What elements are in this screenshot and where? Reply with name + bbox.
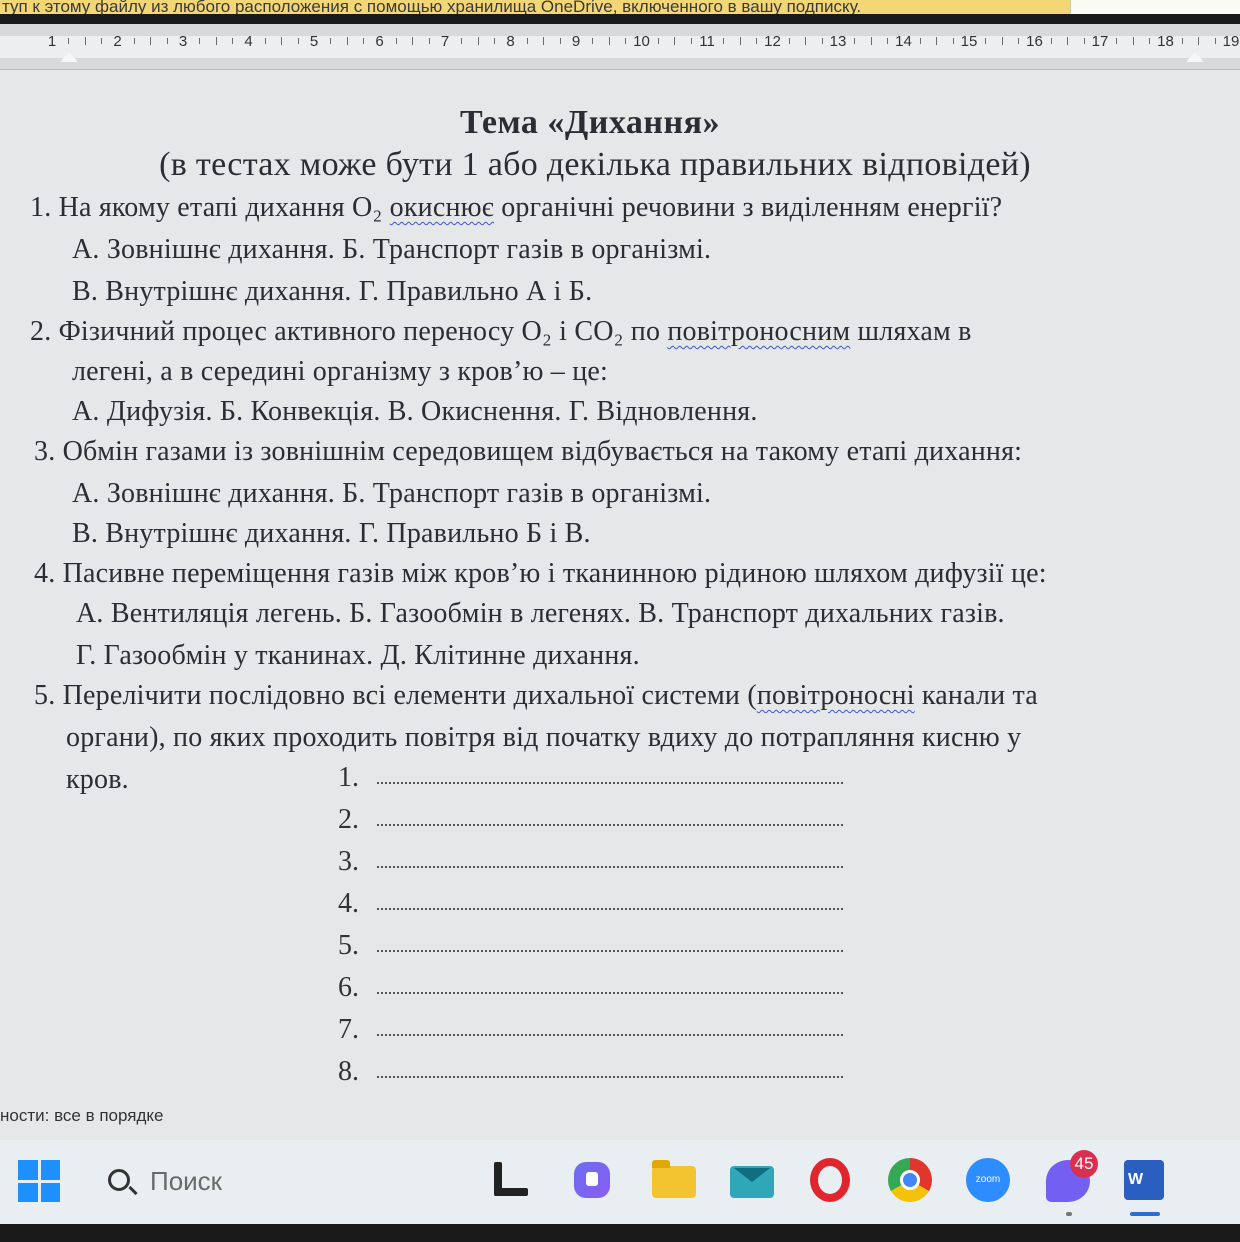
ruler-tick <box>232 38 233 44</box>
question-3-answers-2: В. Внутрішнє дихання. Г. Правильно Б і В. <box>72 518 591 549</box>
ruler-tick <box>85 37 86 45</box>
ruler-tick <box>936 37 937 45</box>
notice-action-button[interactable] <box>1070 0 1240 14</box>
document-subtitle: (в тестах може бути 1 або декілька правильних відповідей) <box>159 146 1031 183</box>
ruler-number: 17 <box>1091 33 1109 50</box>
answer-blank[interactable] <box>338 804 843 836</box>
question-2-answers: А. Дифузія. Б. Конвекція. В. Окиснення. Г. Відновлення. <box>72 396 758 427</box>
ruler-tick <box>723 38 724 44</box>
blank-number: 6. <box>338 972 359 1003</box>
dotted-line <box>377 866 843 868</box>
blank-number: 4. <box>338 888 359 919</box>
ruler-tick <box>150 37 151 45</box>
ruler-number: 19 <box>1222 33 1240 50</box>
ruler-tick <box>134 38 135 44</box>
ruler-number: 11 <box>699 33 715 50</box>
ruler-tick <box>461 38 462 44</box>
blank-number: 7. <box>338 1014 359 1045</box>
file-explorer-icon[interactable] <box>652 1158 696 1202</box>
ruler-tick <box>429 38 430 44</box>
ruler-tick <box>1215 38 1216 44</box>
ruler-number: 12 <box>764 33 781 50</box>
dotted-line <box>377 782 843 784</box>
ruler-tick <box>167 38 168 44</box>
question-4-answers-1: А. Вентиляція легень. Б. Газообмін в легенях. В. Транспорт дихальних газів. <box>76 598 1005 629</box>
ruler-number: 18 <box>1157 33 1174 50</box>
question-1-text-start: 1. На якому етапі дихання O₂ <box>30 192 390 223</box>
ruler-tick <box>1149 38 1150 44</box>
ruler-number: 10 <box>633 33 650 50</box>
ruler-tick <box>412 37 413 45</box>
word-app-icon[interactable] <box>1122 1158 1166 1202</box>
ruler-tick <box>298 38 299 44</box>
ruler-tick <box>1198 37 1199 45</box>
question-2-text-start: 2. Фізичний процес активного переносу O₂ і CO₂ по <box>30 316 668 347</box>
ruler-tick <box>887 38 888 44</box>
windows-taskbar <box>0 1140 1240 1224</box>
task-view-icon[interactable] <box>490 1158 534 1202</box>
question-1-answers-1: А. Зовнішнє дихання. Б. Транспорт газів в організмі. <box>72 234 712 265</box>
ruler-tick <box>592 38 593 44</box>
ruler-tick <box>199 38 200 44</box>
ruler-tick <box>1133 37 1134 45</box>
ruler-number: 3 <box>178 33 188 50</box>
blank-number: 1. <box>338 762 359 793</box>
ruler-tick <box>527 38 528 44</box>
question-4: 4. Пасивне переміщення газів між кров’ю і тканинною рідиною шляхом дифузії це: <box>34 558 1047 589</box>
ruler-tick <box>1051 38 1052 44</box>
ruler-number: 1 <box>47 33 57 50</box>
ruler-tick <box>330 38 331 44</box>
spellcheck-word[interactable]: повітроносні <box>756 680 915 711</box>
dotted-line <box>377 950 843 952</box>
search-placeholder: Поиск <box>150 1166 223 1196</box>
question-5-text-end: канали та <box>914 680 1038 711</box>
question-5-text-start: 5. Перелічити послідовно всі елементи дихальної системи ( <box>34 680 757 711</box>
spellcheck-word[interactable]: повітроносним <box>667 316 851 347</box>
answer-blank[interactable] <box>338 1056 843 1088</box>
dotted-line <box>377 1076 843 1078</box>
windows-start-icon[interactable] <box>18 1160 60 1202</box>
ruler-tick <box>1084 38 1085 44</box>
ruler-tick <box>101 38 102 44</box>
ruler-tick <box>281 37 282 45</box>
ruler-tick <box>1002 37 1003 45</box>
ruler-tick <box>609 37 610 45</box>
ruler-tick <box>560 38 561 44</box>
ruler-tick <box>756 38 757 44</box>
ruler-tick <box>1116 38 1117 44</box>
ruler-number: 9 <box>571 33 581 50</box>
running-indicator <box>1066 1212 1072 1216</box>
ruler-number: 8 <box>506 33 515 50</box>
document-title: Тема «Дихання» <box>459 104 720 141</box>
ruler-tick <box>953 38 954 44</box>
mail-app-icon[interactable] <box>730 1158 774 1202</box>
ruler-tick <box>805 37 806 45</box>
dotted-line <box>377 992 843 994</box>
ruler-number: 5 <box>309 33 319 50</box>
word-status-bar <box>0 1106 1240 1134</box>
ruler-tick <box>494 38 495 44</box>
ruler-tick <box>265 38 266 44</box>
blank-number: 2. <box>338 804 359 835</box>
question-1-answers-2: В. Внутрішнє дихання. Г. Правильно А і Б. <box>72 276 593 307</box>
answer-blank[interactable] <box>338 972 843 1004</box>
question-3: 3. Обмін газами із зовнішнім середовищем відбувається на такому етапі дихання: <box>34 436 1023 467</box>
ruler-number: 6 <box>375 33 384 50</box>
chrome-browser-icon[interactable] <box>888 1158 932 1202</box>
ruler-tick <box>674 37 675 45</box>
question-3-answers-1: А. Зовнішнє дихання. Б. Транспорт газів в організмі. <box>72 478 712 509</box>
ruler-tick <box>543 37 544 45</box>
ruler-number: 16 <box>1026 33 1043 50</box>
search-icon <box>108 1169 130 1191</box>
ruler-number: 14 <box>895 33 912 50</box>
blank-number: 3. <box>338 846 359 877</box>
onedrive-notice-text: туп к этому файлу из любого расположения с помощью хранилища OneDrive, включенного в вашу подписку. <box>2 0 862 14</box>
ruler-number: 4 <box>244 33 253 50</box>
answer-blank[interactable] <box>338 762 843 794</box>
question-4-answers-2: Г. Газообмін у тканинах. Д. Клітинне дихання. <box>76 640 640 671</box>
document-page[interactable] <box>0 70 1240 1140</box>
chat-app-icon[interactable] <box>570 1158 614 1202</box>
ruler-tick <box>740 37 741 45</box>
ruler-tick <box>478 37 479 45</box>
answer-blank[interactable] <box>338 930 843 962</box>
zoom-app-icon[interactable] <box>966 1158 1010 1202</box>
ruler-tick <box>216 37 217 45</box>
ruler-number: 15 <box>960 33 978 50</box>
question-2-line-2: легені, а в середині організму з кров’ю – це: <box>72 356 608 387</box>
ruler-tick <box>985 38 986 44</box>
question-5 <box>34 680 1038 712</box>
ruler-tick <box>822 38 823 44</box>
ruler-number: 2 <box>113 33 122 50</box>
question-1 <box>30 192 1002 224</box>
ruler-tick <box>1182 38 1183 44</box>
spellcheck-word[interactable]: окиснює <box>389 192 494 223</box>
question-2-text-end: шляхам в <box>850 316 972 347</box>
notification-badge: 45 <box>1070 1150 1098 1178</box>
ruler-tick <box>854 38 855 44</box>
active-app-indicator <box>1130 1212 1160 1216</box>
question-1-text-end: органічні речовини з виділенням енергії? <box>494 192 1003 223</box>
accessibility-status[interactable]: ности: все в порядке <box>0 1106 164 1125</box>
ruler-tick <box>625 38 626 44</box>
answer-blank[interactable] <box>338 846 843 878</box>
answer-blank[interactable] <box>338 1014 843 1046</box>
onedrive-notice-bar <box>0 0 1240 14</box>
ruler-tick <box>920 38 921 44</box>
blank-number: 8. <box>338 1056 359 1087</box>
taskbar-search[interactable] <box>100 1160 480 1202</box>
ruler-tick <box>871 37 872 45</box>
ruler-tick <box>396 38 397 44</box>
word-label: W <box>1124 1160 1164 1200</box>
ruler-tick <box>363 38 364 44</box>
dotted-line <box>377 824 843 826</box>
ruler-tick <box>658 38 659 44</box>
blank-number: 5. <box>338 930 359 961</box>
opera-browser-icon[interactable] <box>808 1158 852 1202</box>
question-5-line-2: органи), по яких проходить повітря від початку вдиху до потрапляння кисню у <box>66 722 1022 753</box>
horizontal-ruler[interactable] <box>0 24 1240 70</box>
ruler-tick <box>347 37 348 45</box>
ruler-number: 7 <box>440 33 450 50</box>
ruler-tick <box>1067 37 1068 45</box>
ruler-tick <box>691 38 692 44</box>
left-indent-marker[interactable] <box>60 52 78 62</box>
dotted-line <box>377 1034 843 1036</box>
ruler-tick <box>68 38 69 44</box>
ruler-tick <box>1018 38 1019 44</box>
dotted-line <box>377 908 843 910</box>
right-indent-marker[interactable] <box>1186 52 1204 62</box>
ruler-number: 13 <box>829 33 847 50</box>
zoom-label: zoom <box>966 1158 1010 1202</box>
question-2 <box>30 316 972 348</box>
question-5-line-3: кров. <box>66 764 129 795</box>
ruler-tick <box>789 38 790 44</box>
answer-blank[interactable] <box>338 888 843 920</box>
